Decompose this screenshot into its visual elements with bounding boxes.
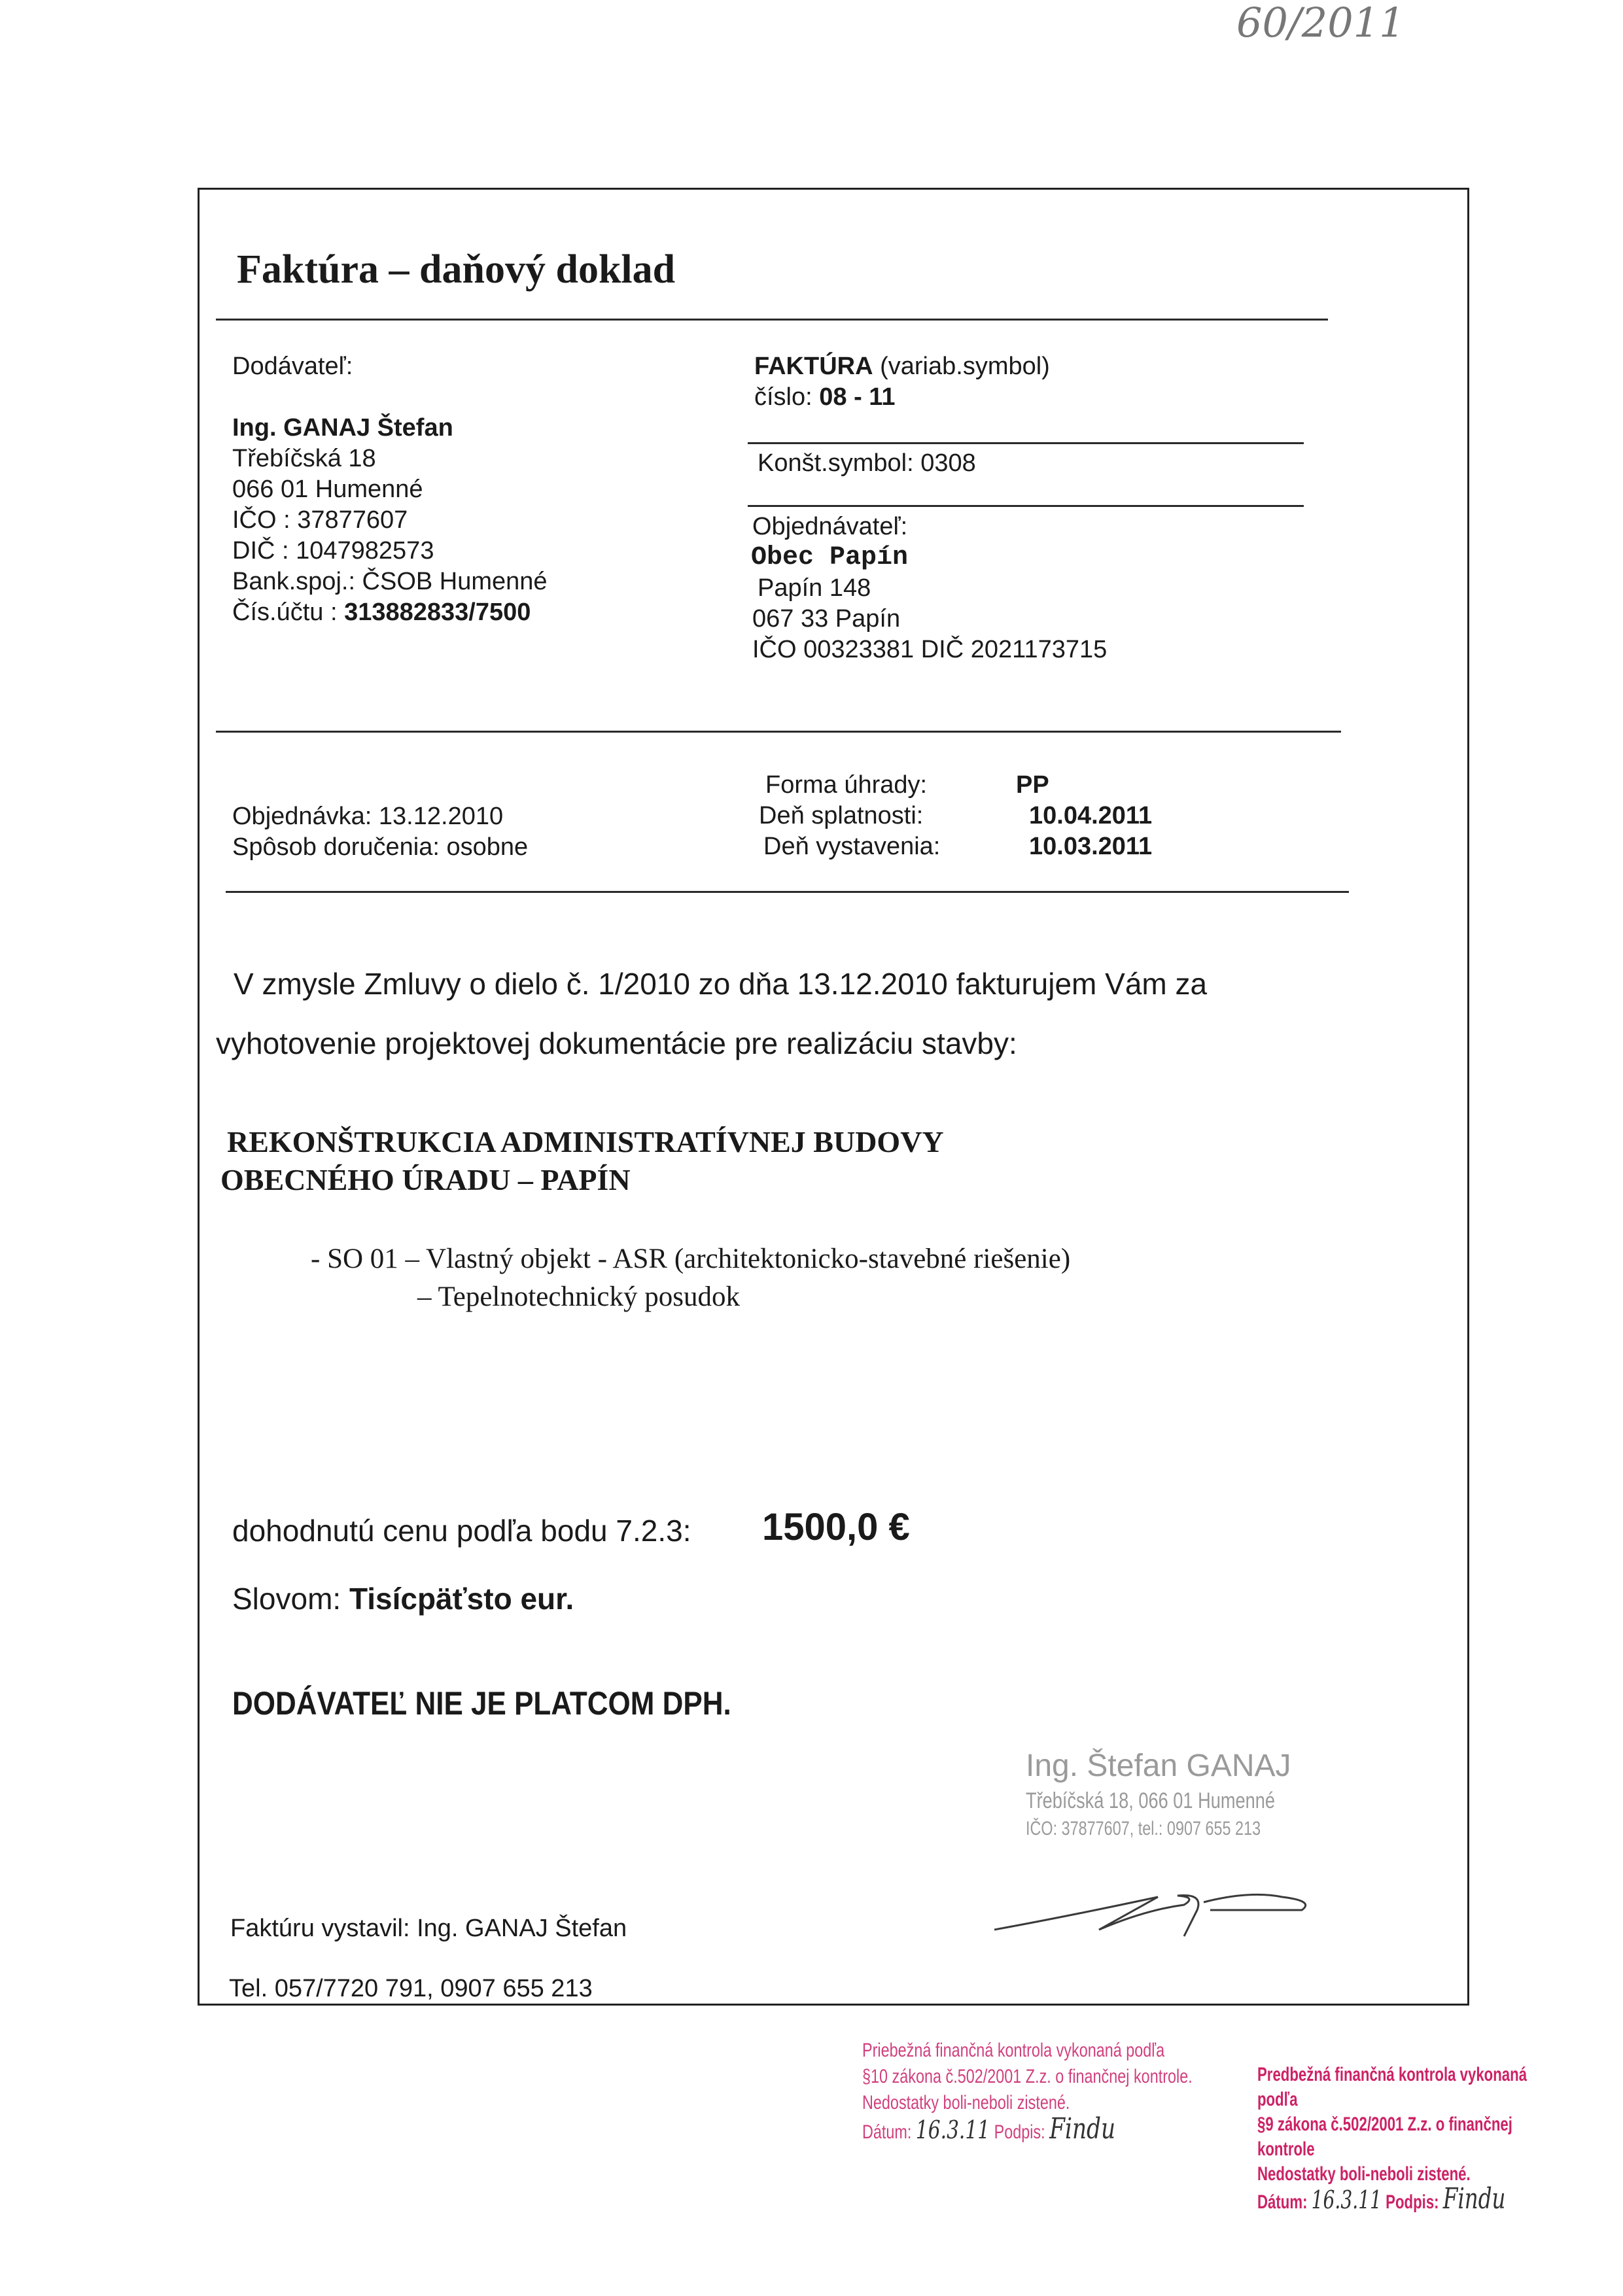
work-item-1: - SO 01 – Vlastný objekt - ASR (architektonicko-stavebné riešenie) [311, 1244, 1071, 1274]
account-number: 313882833/7500 [344, 599, 531, 626]
stamp2-date-row [1257, 2182, 1528, 2216]
contract-text-line2: vyhotovenie projektovej dokumentácie pre realizáciu stavby: [216, 1026, 1017, 1060]
stamp2-line3: Nedostatky boli-neboli zistené. [1257, 2163, 1471, 2185]
stamp-name: Ing. Štefan GANAJ [1026, 1748, 1291, 1783]
supplier-block [232, 351, 548, 628]
stamp1-date-label: Dátum: [862, 2121, 912, 2143]
price-in-words [232, 1579, 574, 1618]
customer-block [752, 512, 1107, 665]
handwritten-annotation-number: 60/2011 [1236, 0, 1405, 46]
invoice-title: Faktúra – daňový doklad [237, 247, 676, 292]
stamp1-date-value: 16.3.11 [915, 2115, 990, 2144]
invoice-number [754, 382, 1050, 413]
supplier-signature [988, 1871, 1328, 1943]
payment-form-label: Forma úhrady: [765, 771, 928, 799]
project-title-line1: REKONŠTRUKCIA ADMINISTRATÍVNEJ BUDOVY [227, 1125, 944, 1158]
issue-date-label: Deň vystavenia: [763, 833, 941, 860]
contract-text-line1: V zmysle Zmluvy o dielo č. 1/2010 zo dňa 13.12.2010 fakturujem Vám za [234, 967, 1208, 1001]
company-stamp [1026, 1747, 1337, 1842]
invoice-number-value: 08 - 11 [819, 383, 896, 411]
supplier-ico: IČO : 37877607 [232, 506, 408, 534]
stamp2-date-value: 16.3.11 [1311, 2185, 1382, 2214]
divider [748, 505, 1304, 507]
invoice-heading-rest: (variab.symbol) [873, 353, 1050, 380]
price-label: dohodnutú cenu podľa bodu 7.2.3: [232, 1514, 691, 1548]
due-date-label: Deň splatnosti: [759, 802, 924, 829]
project-title-line2: OBECNÉHO ÚRADU – PAPÍN [220, 1163, 631, 1196]
due-date-value: 10.04.2011 [1029, 802, 1153, 829]
customer-ids: IČO 00323381 DIČ 2021173715 [752, 636, 1108, 663]
supplier-bank: Bank.spoj.: ČSOB Humenné [232, 568, 548, 595]
supplier-city: 066 01 Humenné [232, 476, 423, 503]
phone: Tel. 057/7720 791, 0907 655 213 [229, 1975, 593, 2002]
invoice-number-block [754, 351, 1050, 413]
invoice-number-label: číslo: [754, 383, 820, 411]
issued-by: Faktúru vystavil: Ing. GANAJ Štefan [230, 1915, 627, 1942]
order-date: Objednávka: 13.12.2010 [232, 803, 504, 830]
control-stamp-2 [1257, 2062, 1528, 2215]
work-item-2: – Tepelnotechnický posudok [417, 1281, 740, 1312]
supplier-label: Dodávateľ: [232, 353, 353, 380]
price-value: 1500,0 € [762, 1506, 910, 1548]
payment-form-value: PP [1016, 771, 1049, 799]
divider [226, 891, 1349, 893]
customer-name: Obec Papín [751, 543, 909, 572]
supplier-name: Ing. GANAJ Štefan [232, 414, 453, 442]
issue-date-value: 10.03.2011 [1029, 833, 1153, 860]
stamp1-signature: Findu [1049, 2112, 1116, 2146]
stamp1-line1: Priebežná finančná kontrola vykonaná podľa [862, 2040, 1165, 2061]
divider [748, 442, 1304, 444]
stamp2-sign-label: Podpis: [1386, 2191, 1439, 2213]
supplier-account [232, 597, 548, 628]
customer-city: 067 33 Papín [752, 605, 901, 633]
divider [216, 319, 1328, 321]
account-label: Čís.účtu : [232, 599, 345, 626]
invoice-heading [754, 351, 1050, 382]
stamp1-sign-label: Podpis: [994, 2121, 1045, 2143]
stamp1-line3: Nedostatky boli-neboli zistené. [862, 2092, 1070, 2113]
stamp1-line2: §10 zákona č.502/2001 Z.z. o finančnej kontrole. [862, 2066, 1193, 2087]
invoice-heading-bold: FAKTÚRA [754, 353, 873, 380]
vat-note: DODÁVATEĽ NIE JE PLATCOM DPH. [232, 1685, 731, 1722]
stamp2-line2: §9 zákona č.502/2001 Z.z. o finančnej kontrole [1257, 2113, 1512, 2160]
supplier-street: Třebíčská 18 [232, 445, 376, 472]
stamp-address: Třebíčská 18, 066 01 Humenné [1026, 1788, 1276, 1813]
stamp2-signature: Findu [1442, 2182, 1506, 2216]
delivery-method: Spôsob doručenia: osobne [232, 833, 529, 861]
konst-symbol: Konšt.symbol: 0308 [758, 449, 976, 477]
price-words-label: Slovom: [232, 1582, 349, 1616]
customer-label: Objednávateľ: [752, 513, 908, 540]
customer-street: Papín 148 [758, 574, 871, 602]
stamp1-date-row [862, 2112, 1193, 2146]
price-words-value: Tisícpäťsto eur. [349, 1582, 574, 1616]
control-stamp-1 [862, 2038, 1193, 2146]
stamp2-date-label: Dátum: [1257, 2191, 1308, 2213]
divider [216, 731, 1341, 733]
stamp-contact: IČO: 37877607, tel.: 0907 655 213 [1026, 1818, 1261, 1839]
stamp2-line1: Predbežná finančná kontrola vykonaná podľa [1257, 2064, 1527, 2110]
supplier-dic: DIČ : 1047982573 [232, 537, 434, 565]
